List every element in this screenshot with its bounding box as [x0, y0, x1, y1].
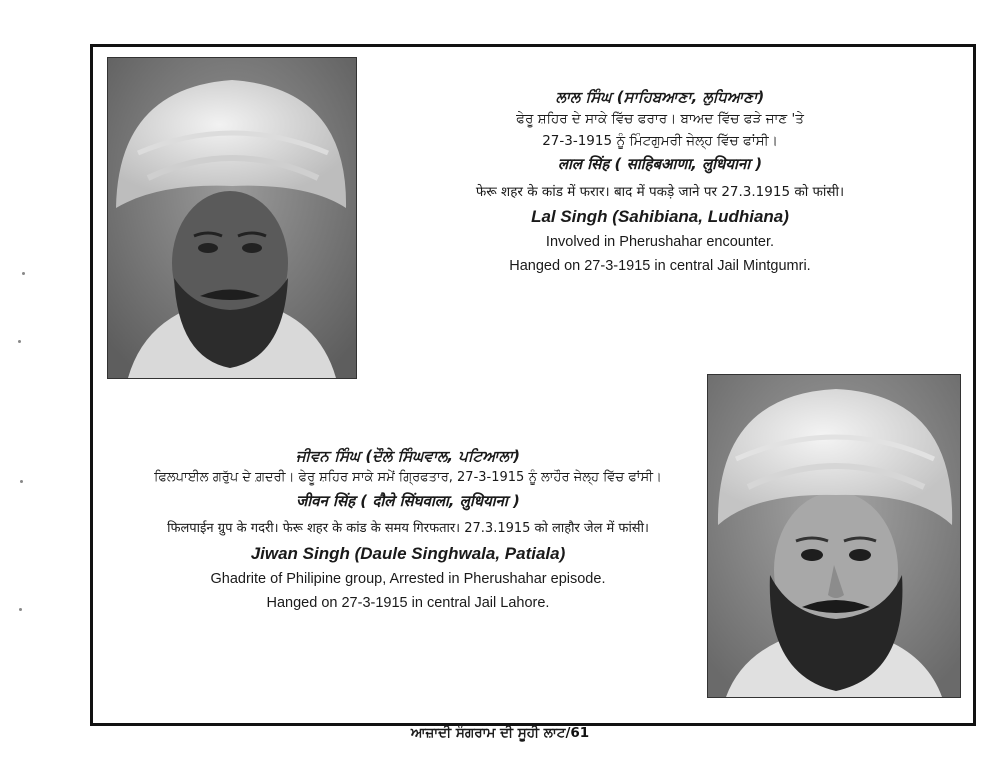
hindi-name-heading: लाल सिंह ( साहिबआणा, लुधियाना )	[557, 155, 763, 173]
margin-mark	[20, 480, 23, 483]
entry-lal-singh	[420, 86, 900, 278]
english-name-heading: Lal Singh (Sahibiana, Ludhiana)	[531, 207, 789, 226]
portrait-jiwan-singh	[707, 374, 961, 698]
punjabi-name-heading: ਜੀਵਨ ਸਿੰਘ (ਦੌਲੇ ਸਿੰਘਵਾਲ, ਪਟਿਆਲਾ)	[295, 447, 521, 465]
english-text-line: Hanged on 27-3-1915 in central Jail Lahore.	[266, 595, 550, 611]
margin-mark	[19, 608, 22, 611]
punjabi-text-line: 27-3-1915 ਨੂੰ ਮਿੰਟਗੁਮਰੀ ਜੇਲ੍ਹ ਵਿੱਚ ਫਾਂਸੀ।	[542, 133, 778, 149]
footer-page-number: /61	[565, 725, 590, 741]
margin-mark	[18, 340, 21, 343]
margin-mark	[22, 272, 25, 275]
entry-jiwan-singh	[100, 445, 716, 615]
punjabi-text-line: ਫੇਰੂ ਸ਼ਹਿਰ ਦੇ ਸਾਕੇ ਵਿੱਚ ਫਰਾਰ। ਬਾਅਦ ਵਿੱਚ ਫੜੇ ਜਾਣ 'ਤੇ	[516, 111, 804, 127]
footer-book-title: ਆਜ਼ਾਦੀ ਸੰਗਰਾਮ ਦੀ ਸੂਹੀ ਲਾਟ	[410, 725, 566, 741]
punjabi-text-line: ਫਿਲਪਾਈਲ ਗਰੁੱਪ ਦੇ ਗ਼ਦਰੀ। ਫੇਰੂ ਸ਼ਹਿਰ ਸਾਕੇ ਸਮੇਂ ਗ੍ਰਿਫਤਾਰ, 27-3-1915 ਨੂੰ ਲਾਹੌਰ ਜੇਲ੍ਹ ਵਿੱਚ ਫਾਂਸੀ।	[154, 470, 662, 485]
english-text-line: Hanged on 27-3-1915 in central Jail Mintgumri.	[509, 258, 811, 274]
english-name-heading: Jiwan Singh (Daule Singhwala, Patiala)	[250, 544, 566, 563]
english-text-line: Ghadrite of Philipine group, Arrested in Pherushahar episode.	[210, 571, 606, 587]
hindi-text-line: फिलपाईन ग्रुप के गदरी। फेरू शहर के कांड के समय गिरफतार। 27.3.1915 को लाहौर जेल में फांसी।	[167, 521, 649, 536]
punjabi-name-heading: ਲਾਲ ਸਿੰਘ (ਸਾਹਿਬਆਣਾ, ਲੁਧਿਆਣਾ)	[555, 88, 765, 106]
hindi-text-line: फेरू शहर के कांड में फरार। बाद में पकड़े जाने पर 27.3.1915 को फांसी।	[475, 184, 845, 200]
english-text-line: Involved in Pherushahar encounter.	[545, 234, 775, 250]
page-footer	[0, 725, 1000, 741]
portrait-lal-singh	[107, 57, 357, 379]
hindi-name-heading: जीवन सिंह ( दौले सिंघवाला, लुधियाना )	[296, 492, 520, 510]
